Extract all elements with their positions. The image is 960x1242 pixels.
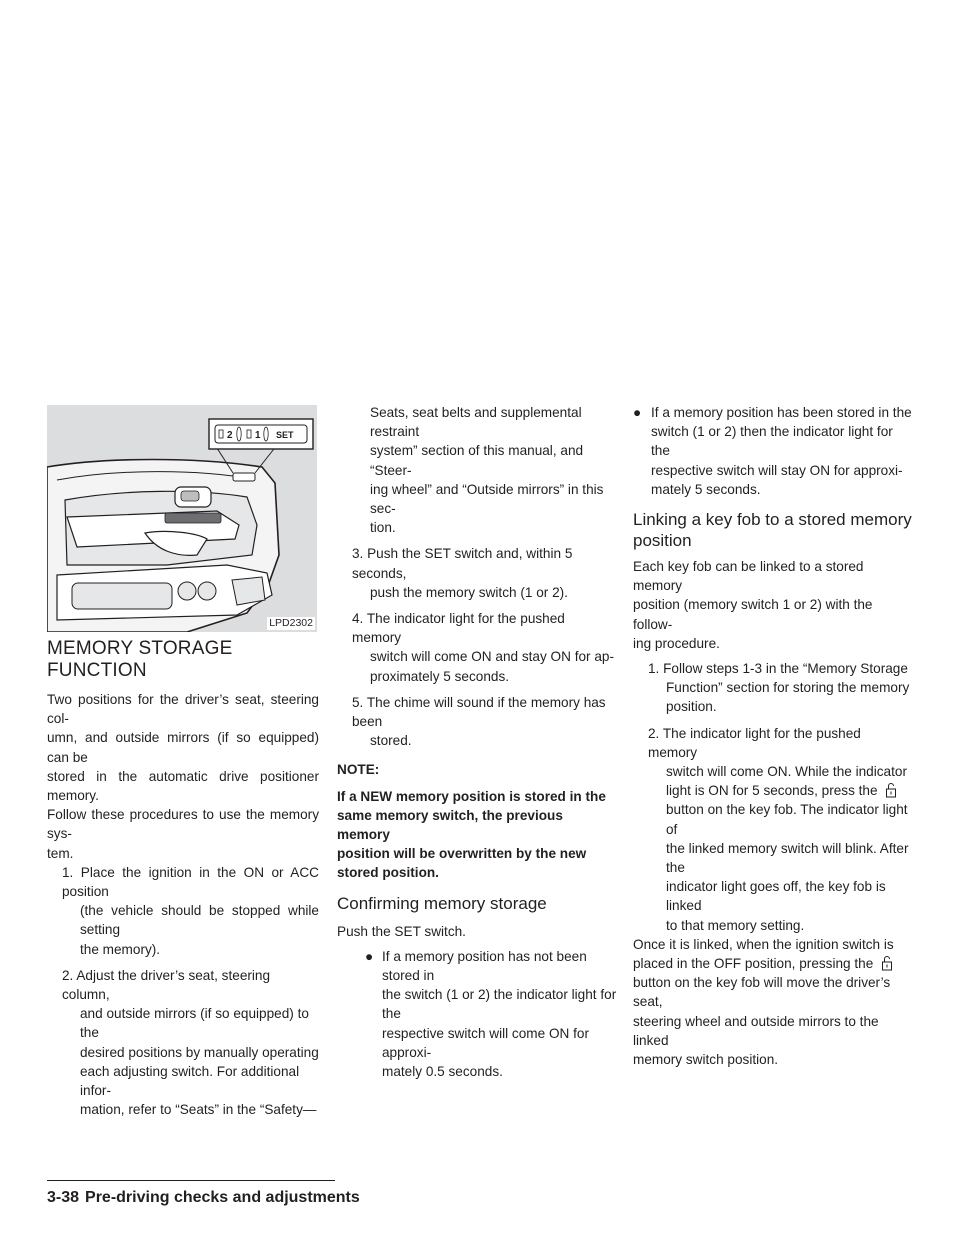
text-line: 4. The indicator light for the pushed memory bbox=[352, 611, 565, 646]
note-label: NOTE: bbox=[337, 762, 380, 778]
switch-label-set: SET bbox=[276, 430, 294, 440]
text-line: system” section of this manual, and “Steer- bbox=[370, 443, 584, 478]
text-line: 3. Push the SET switch and, within 5 seconds, bbox=[352, 546, 573, 581]
section-title: Pre-driving checks and adjustments bbox=[85, 1189, 360, 1206]
text-line-with-icon bbox=[633, 954, 913, 973]
step-1 bbox=[44, 863, 319, 959]
text-line: light is ON for 5 seconds, press the bbox=[666, 783, 878, 799]
text-line: 2. Adjust the driver’s seat, steering column, bbox=[62, 967, 271, 1003]
link-step-2 bbox=[633, 724, 913, 935]
text-line: If a memory position has not been stored in bbox=[382, 948, 587, 984]
text-line: 1. Follow steps 1-3 in the “Memory Storage bbox=[648, 661, 908, 677]
text-line: indicator light goes off, the key fob is linked bbox=[666, 879, 886, 914]
text-line: and outside mirrors (if so equipped) to the bbox=[80, 1006, 309, 1041]
bullet-item-2 bbox=[633, 403, 913, 499]
link-heading bbox=[633, 509, 913, 551]
text-line: stored position. bbox=[337, 865, 439, 881]
confirm-heading: Confirming memory storage bbox=[337, 893, 547, 913]
text-line: desired positions by manually operating bbox=[80, 1044, 319, 1060]
switch-label-1: 1 bbox=[255, 430, 261, 441]
column-2 bbox=[337, 403, 617, 1081]
text-line: respective switch will come ON for approxi- bbox=[382, 1025, 589, 1060]
text-line: ing wheel” and “Outside mirrors” in this sec- bbox=[370, 481, 604, 517]
page-number: 3-38 bbox=[47, 1189, 80, 1206]
text-line: button on the key fob. The indicator light of bbox=[666, 802, 908, 837]
page-footer bbox=[47, 1189, 360, 1207]
text-line: mately 5 seconds. bbox=[651, 481, 761, 497]
text-line: Function” section for storing the memory bbox=[666, 680, 910, 696]
text-line: (the vehicle should be stopped while setting bbox=[80, 903, 319, 938]
footer-rule bbox=[47, 1180, 335, 1181]
text-line: ing procedure. bbox=[633, 635, 720, 651]
text-line: mately 0.5 seconds. bbox=[382, 1064, 503, 1080]
text-line: memory switch position. bbox=[633, 1052, 779, 1068]
text-line: the linked memory switch will blink. After the bbox=[666, 840, 909, 876]
text-line: Seats, seat belts and supplemental restraint bbox=[370, 405, 582, 440]
figure-code: LPD2302 bbox=[269, 617, 313, 629]
text-line: tion. bbox=[370, 520, 396, 536]
text-line: If a memory position has been stored in the bbox=[651, 405, 912, 420]
text-line: proximately 5 seconds. bbox=[370, 668, 510, 684]
link-intro bbox=[633, 557, 913, 653]
heading-line: Linking a key fob to a stored memory bbox=[633, 510, 912, 530]
text-line: same memory switch, the previous memory bbox=[337, 807, 563, 843]
confirm-intro: Push the SET switch. bbox=[337, 923, 466, 939]
door-panel-drawing bbox=[47, 405, 317, 632]
text-line: tem. bbox=[47, 845, 74, 861]
text-line-with-icon bbox=[648, 781, 913, 800]
switch-label-2: 2 bbox=[227, 430, 233, 441]
step-2-continued bbox=[337, 403, 617, 537]
door-panel-illustration bbox=[47, 405, 317, 632]
text-line: 1. Place the ignition in the ON or ACC position bbox=[62, 864, 319, 900]
text-line: Each key fob can be linked to a stored memory bbox=[633, 559, 864, 594]
text-line: position (memory switch 1 or 2) with the follow- bbox=[633, 597, 873, 632]
text-line: Once it is linked, when the ignition switch is bbox=[633, 936, 894, 952]
bullet-mark: ● bbox=[633, 405, 642, 420]
text-line: respective switch will stay ON for approxi- bbox=[651, 462, 903, 478]
text-line: stored in the automatic drive positioner memory. bbox=[47, 768, 319, 804]
text-line: switch will come ON and stay ON for ap- bbox=[370, 649, 615, 665]
text-line: stored. bbox=[370, 733, 412, 749]
intro-paragraph bbox=[47, 690, 319, 863]
link-step-1 bbox=[633, 659, 913, 717]
text-line: 2. The indicator light for the pushed memory bbox=[648, 725, 861, 760]
section-heading: MEMORY STORAGE FUNCTION bbox=[47, 638, 233, 681]
text-line: position. bbox=[666, 699, 717, 715]
text-line: to that memory setting. bbox=[666, 917, 805, 933]
text-line: 5. The chime will sound if the memory has been bbox=[352, 694, 606, 730]
heading-line: position bbox=[633, 531, 692, 551]
step-2 bbox=[47, 966, 319, 1120]
note-text bbox=[337, 787, 617, 883]
bullet-item-1 bbox=[337, 947, 617, 1081]
text-line: the switch (1 or 2) the indicator light for the bbox=[382, 987, 617, 1022]
text-line: umn, and outside mirrors (if so equipped) can be bbox=[47, 730, 319, 765]
text-line: If a NEW memory position is stored in the bbox=[337, 788, 606, 804]
column-3 bbox=[633, 403, 913, 1069]
key-fob-unlock-icon bbox=[881, 955, 893, 971]
key-fob-unlock-icon bbox=[885, 782, 897, 798]
text-line: placed in the OFF position, pressing the bbox=[633, 956, 874, 972]
column-1 bbox=[47, 638, 319, 1119]
text-line: Two positions for the driver’s seat, steering col- bbox=[47, 692, 319, 727]
text-line: switch (1 or 2) then the indicator light for the bbox=[651, 424, 893, 459]
text-line: position will be overwritten by the new bbox=[337, 846, 587, 862]
text-line: mation, refer to “Seats” in the “Safety— bbox=[80, 1102, 317, 1118]
text-line: button on the key fob will move the driver’s seat, bbox=[633, 975, 891, 1010]
once-paragraph bbox=[633, 935, 913, 1069]
step-5 bbox=[337, 693, 617, 751]
text-line: steering wheel and outside mirrors to the linked bbox=[633, 1013, 879, 1048]
bullet-mark: ● bbox=[365, 948, 374, 964]
text-line: Follow these procedures to use the memory sys- bbox=[47, 807, 319, 842]
text-line: the memory). bbox=[80, 941, 161, 957]
text-line: push the memory switch (1 or 2). bbox=[370, 584, 568, 600]
text-line: switch will come ON. While the indicator bbox=[666, 764, 907, 780]
text-line: each adjusting switch. For additional infor- bbox=[80, 1063, 300, 1099]
step-3 bbox=[337, 544, 617, 602]
step-4 bbox=[337, 609, 617, 686]
